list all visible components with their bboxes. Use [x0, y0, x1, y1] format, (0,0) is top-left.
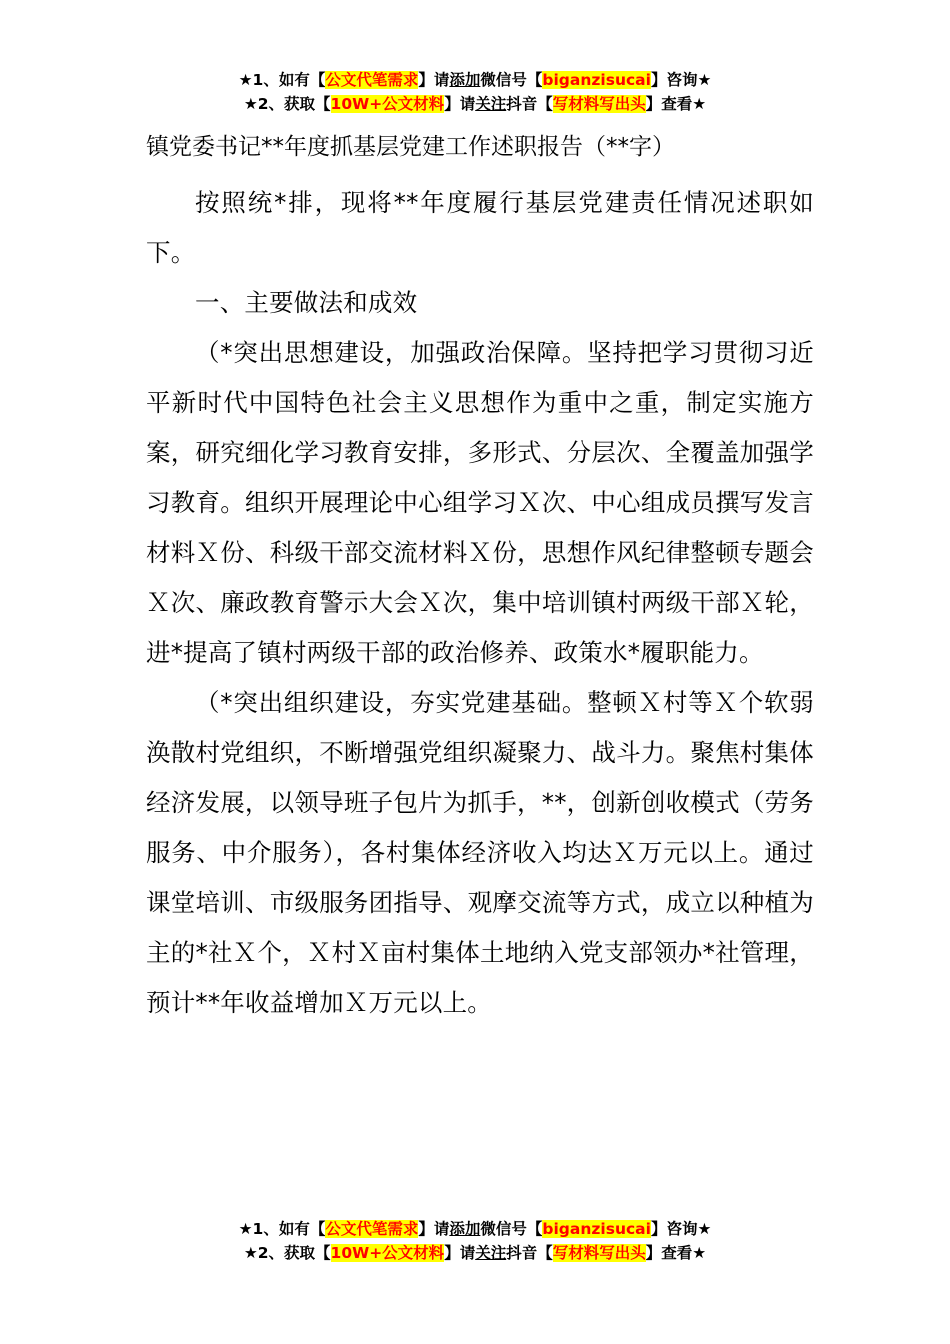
paragraph-organization: （*突出组织建设，夯实党建基础。整顿Ｘ村等Ｘ个软弱涣散村党组织，不断增强党组织凝聚力、战斗力。聚焦村集体经济发展，以领导班子包片为抓手，**，创新创收模式（劳务服务、中介服务），各村集体经济收入均达Ｘ万元以上。通过课堂培训、市级服务团指导、观摩交流等方式，成立以种植为主的*社Ｘ个，Ｘ村Ｘ亩村集体土地纳入党支部领办*社管理，预计**年收益增加Ｘ万元以上。 [146, 688, 814, 1017]
document-title: 镇党委书记**年度抓基层党建工作述职报告（**字） [146, 134, 675, 160]
section-heading: 一、主要做法和成效 [195, 288, 418, 317]
banner-line-1: ★1、如有【公文代笔需求】请添加微信号【biganzisucai】咨询★ [238, 1220, 712, 1238]
document-body [146, 128, 814, 1028]
bottom-banner [0, 1217, 950, 1265]
banner-line-1: ★1、如有【公文代笔需求】请添加微信号【biganzisucai】咨询★ [238, 71, 712, 89]
paragraph-ideology: （*突出思想建设，加强政治保障。坚持把学习贯彻习近平新时代中国特色社会主义思想作为重中之重，制定实施方案，研究细化学习教育安排，多形式、分层次、全覆盖加强学习教育。组织开展理论中心组学习Ｘ次、中心组成员撰写发言材料Ｘ份、科级干部交流材料Ｘ份，思想作风纪律整顿专题会Ｘ次、廉政教育警示大会Ｘ次，集中培训镇村两级干部Ｘ轮，进*提高了镇村两级干部的政治修养、政策水*履职能力。 [146, 338, 814, 667]
paragraph-intro: 按照统*排，现将**年度履行基层党建责任情况述职如下。 [146, 188, 814, 267]
banner-line-2: ★2、获取【10W+公文材料】请关注抖音【写材料写出头】查看★ [243, 1244, 707, 1262]
banner-line-2: ★2、获取【10W+公文材料】请关注抖音【写材料写出头】查看★ [243, 95, 707, 113]
top-banner [0, 68, 950, 116]
